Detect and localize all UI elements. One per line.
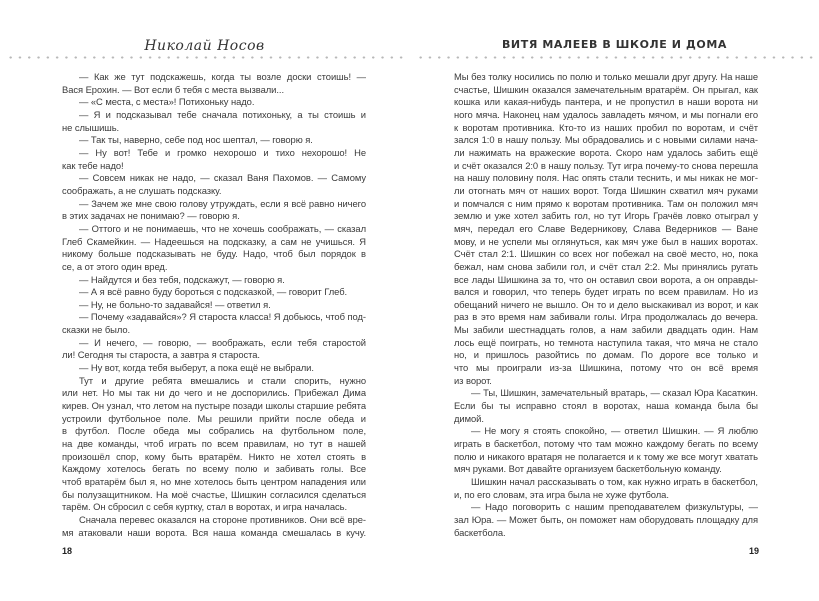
text-line: землю и уже хотел забить гол, но тут Игорь Грачёв ловко отыграл у [454, 210, 758, 222]
text-line: Сначала перевес оказался на стороне противников. Они всё вре- [79, 513, 366, 525]
text-line: — Ты, Шишкин, замечательный вратарь, — сказал Юра Касаткин. [471, 387, 758, 399]
text-line: и помчался с ним прямо к воротам противника. Там он положил мяч [454, 197, 758, 209]
page-number: 19 [749, 546, 760, 556]
text-line: — Так ты, наверно, себе под нос шептал, — говорю я. [79, 134, 313, 146]
text-line: тарём. Он сбросил с себя куртку, стал в воротах, и игра началась. [62, 501, 348, 513]
text-line: чтоб вратарём был я, но мне хотелось быть центром нападения или [62, 476, 366, 487]
text-line: на две команды, чтоб играть по всем правилам, но тут в нашей [62, 438, 366, 450]
text-line: полю и никакого вратаря не полагается и к тому же все могут хватать [454, 450, 758, 462]
text-line: димой. [454, 412, 484, 424]
text-line: и счёт оказался 2:0 в нашу пользу. Тут игра почему-то снова перешла [454, 159, 758, 171]
text-line: бы полузащитником. На моё счастье, Шишкин согласился сделаться [62, 488, 366, 500]
text-line: соображать, а не слушать подсказку. [62, 184, 222, 196]
text-line: Счёт стал 2:1. Шишкин со всех ног побежал на своё место, но, пока [454, 248, 758, 260]
text-line: — Ну вот! Тебе и громко нехорошо и тихо нехорошо! Не [79, 146, 366, 158]
text-line: ли! Сегодня ты староста, а завтра я староста. [62, 349, 260, 361]
left-page [0, 0, 409, 601]
dotted-divider [416, 56, 816, 59]
text-line: кошка или какая-нибудь пантера, и не пропустил в наши ворота ни [454, 96, 758, 108]
text-line: лось ещё поиграть, но темнота наступила такая, что мяча не стало [454, 336, 758, 348]
text-line: — Не могу я стоять спокойно, — ответил Шишкин. — Я люблю [471, 425, 758, 437]
text-line: кирев. Он узнал, что летом на пустыре позади школы старшие ребята [62, 400, 366, 412]
text-line: но, и пришлось разойтись по домам. По дороге все только и [454, 349, 758, 361]
text-line: — «С места, с места»! Потихоньку надо. [79, 96, 255, 108]
text-line: сказки не было. [62, 324, 131, 336]
text-line: ли нажимать на вражеские ворота. Скоро нам удалось забить ещё [454, 146, 758, 158]
text-line: ли отогнать мяч от наших ворот. Тогда Шишкин схватил мяч руками [454, 184, 758, 196]
text-line: мову, и не успели мы оглянуться, как мяч уже был в наших воротах. [454, 235, 758, 247]
text-line: произошёл спор, кому быть вратарём. Никто не хотел стоять в [62, 450, 366, 462]
text-line: — А я всё равно буду бороться с подсказкой, — говорит Глеб. [79, 286, 348, 298]
text-line: счастье, Шишкин оказался замечательным вратарём. Он прыгал, как [454, 83, 758, 95]
text-line: раз в это время нам забивали голы. Игра продолжалась до вечера. [454, 311, 758, 323]
text-line: к воротам противника. Кто-то из наших пробил по воротам, и счёт [454, 121, 758, 133]
text-line: мяч руками. Вот давайте организуем баскетбольную команду. [454, 463, 722, 475]
text-line: Шишкин начал рассказывать о том, как нужно играть в баскетбол, [471, 476, 758, 487]
text-line: что мы проиграли из-за Шишкина, потому что он всё время [454, 362, 758, 374]
right-page [410, 0, 819, 601]
text-line: в этих задачах не понимаю? — говорю я. [62, 210, 240, 222]
text-line: или нет. Но мы так ни до чего и не доспорились. Прибежал Дима [62, 387, 366, 399]
text-line: — Зачем же мне свою голову утруждать, если я всё равно ничего [79, 197, 366, 209]
text-line: зался 1:0 в нашу пользу. Мы обрадовались и с новыми силами нача- [454, 134, 758, 146]
text-line: мя атаковали наши ворота. Вся наша команда смешалась в кучу. [62, 526, 366, 538]
text-line: баскетбола. [454, 526, 506, 538]
text-line: вался и говорил, что теперь будет играть по всем правилам. Но из [454, 286, 758, 298]
text-line: обещаний ничего не вышло. Он то и дело выскакивал из ворот, и как [454, 298, 758, 310]
text-line: — Ну вот, когда тебя выберут, а пока ещё не выбрали. [79, 362, 314, 374]
text-line: все лады Шишкина за то, что он оставил свои ворота, а он оправды- [454, 273, 758, 285]
text-line: Глеб Скамейкин. — Надеешься на подсказку, а сам не учишься. Я [62, 235, 366, 247]
text-line: устроили футбольное поле. Мы решили прийти после обеда и [62, 412, 366, 424]
text-line: се, а от этого один вред. [62, 260, 168, 272]
text-line: — Я и подсказывал тебе сначала потихоньку, а ты стоишь и [79, 108, 366, 120]
text-line: в футбол. После обеда мы собрались на футбольном поле, [62, 425, 366, 437]
dotted-divider [6, 56, 404, 59]
text-line: Мы без толку носились по полю и только мешали друг другу. На наше [454, 71, 758, 82]
text-line: — И нечего, — говорю, — воображать, если тебя старостой [79, 336, 366, 348]
text-line: Вася Ерохин. — Вот если б тебя с места вызвали... [62, 83, 285, 95]
body-text [62, 71, 366, 539]
text-line: на нашу половину поля. Нас опять стали теснить, и мы никак не мог- [454, 172, 758, 184]
text-line: Тут и другие ребята вмешались и стали спорить, нужно [79, 374, 366, 386]
text-line: — Надо поговорить с нашим преподавателем физкультуры, — [471, 501, 758, 513]
text-line: — Найдутся и без тебя, подскажут, — говорю я. [79, 273, 285, 285]
page-number: 18 [62, 546, 73, 556]
text-line: — Оттого и не понимаешь, что не хочешь соображать, — сказал [79, 222, 366, 234]
running-head-title: ВИТЯ МАЛЕЕВ В ШКОЛЕ И ДОМА [501, 38, 728, 51]
text-line: никому больше подсказывать не буду. Надо, чтоб был порядок в [62, 248, 366, 260]
text-line: бежал, нам снова забили гол, и счёт стал 2:2. Мы принялись ругать [454, 260, 758, 272]
text-line: Если бы ты исправно стоял в воротах, наша команда была бы [454, 400, 758, 412]
text-line: — Почему «задавайся»? Я староста класса! Я добьюсь, чтоб под- [79, 311, 366, 323]
body-text [454, 71, 758, 539]
text-line: зал Юра. — Может быть, он поможет нам оборудовать площадку для [454, 513, 758, 525]
text-line: — Совсем никак не надо, — сказал Ваня Пахомов. — Самому [79, 172, 366, 184]
text-line: — Ну, не больно-то задавайся! — ответил я. [79, 298, 271, 310]
text-line: Мы забили шестнадцать голов, а нам забили двадцать один. Нам [454, 324, 758, 336]
text-line: как тебе надо! [62, 159, 124, 171]
text-line: играть в баскетбол, потому что там можно каждому бегать по всему [454, 438, 758, 450]
text-line: из ворот. [454, 374, 492, 386]
text-line: — Как же тут подскажешь, когда ты возле доски стоишь! — [79, 71, 366, 82]
text-line: не слышишь. [62, 121, 120, 133]
text-line: и, по его словам, эта игра была не хуже футбола. [454, 488, 669, 500]
text-line: ного мяча. Наконец нам удалось завладеть мячом, и мы погнали его [454, 108, 758, 120]
running-head-author: Николай Носов [144, 38, 265, 54]
text-line: мяч, передал его Славе Ведерникову, Слава Ведерников — Ване [454, 222, 758, 234]
text-line: Каждому хотелось бегать по всему полю и забивать голы. Все [62, 463, 366, 475]
